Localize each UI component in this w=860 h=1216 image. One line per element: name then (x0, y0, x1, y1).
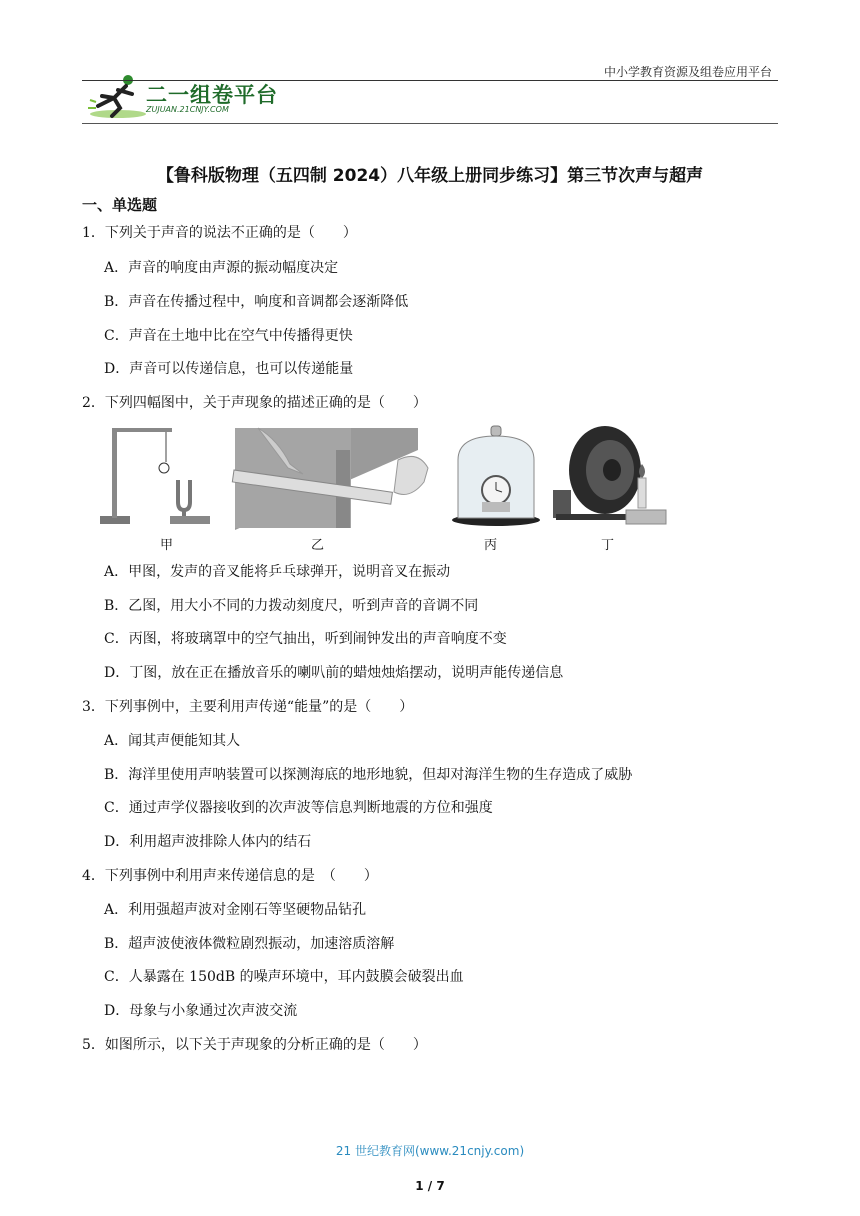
figure-caption-yi: 乙 (311, 538, 325, 553)
logo-name: 二一组卷平台 (146, 83, 278, 107)
question-4-option-c: C．人暴露在 150dB 的噪声环境中，耳内鼓膜会破裂出血 (104, 969, 464, 985)
question-3-stem: 3．下列事例中，主要利用声传递“能量”的是（ ） (82, 699, 414, 715)
bell-jar-clock-illustration (452, 426, 540, 526)
question-3-option-c: C．通过声学仪器接收到的次声波等信息判断地震的方位和强度 (104, 800, 493, 816)
section-heading: 一、单选题 (82, 196, 158, 214)
ruler-on-table-illustration (232, 428, 428, 530)
question-2-option-b: B．乙图，用大小不同的力拨动刻度尺，听到声音的音调不同 (104, 598, 479, 614)
question-4-option-d: D．母象与小象通过次声波交流 (104, 1003, 298, 1019)
header-divider (82, 80, 778, 81)
question-2-option-a: A．甲图，发声的音叉能将乒乓球弹开，说明音叉在振动 (104, 564, 451, 580)
speaker-candle-illustration (553, 426, 666, 524)
question-3-option-b: B．海洋里使用声呐装置可以探测海底的地形地貌，但却对海洋生物的生存造成了威胁 (104, 767, 633, 783)
question-2-figure (98, 420, 678, 552)
tuning-fork-illustration (100, 428, 210, 524)
question-2-option-d: D．丁图，放在正在播放音乐的喇叭前的蜡烛烛焰摆动，说明声能传递信息 (104, 665, 564, 681)
question-1-stem: 1．下列关于声音的说法不正确的是（ ） (82, 225, 357, 241)
question-2-stem: 2．下列四幅图中，关于声现象的描述正确的是（ ） (82, 395, 427, 411)
question-1-option-c: C．声音在土地中比在空气中传播得更快 (104, 328, 353, 344)
question-1-option-a: A．声音的响度由声源的振动幅度决定 (104, 260, 339, 276)
platform-text: 中小学教育资源及组卷应用平台 (603, 65, 772, 79)
header-divider-bottom (82, 123, 778, 124)
question-5-stem: 5．如图所示，以下关于声现象的分析正确的是（ ） (82, 1037, 427, 1053)
question-3-option-a: A．闻其声便能知其人 (104, 733, 241, 749)
figure-caption-ding: 丁 (601, 538, 615, 553)
figure-caption-bing: 丙 (484, 538, 498, 553)
figure-caption-jia: 甲 (160, 538, 174, 553)
footer-link[interactable]: 21 世纪教育网(www.21cnjy.com) (335, 1144, 525, 1158)
question-4-option-a: A．利用强超声波对金刚石等坚硬物品钻孔 (104, 902, 367, 918)
question-3-option-d: D．利用超声波排除人体内的结石 (104, 834, 312, 850)
question-4-stem: 4．下列事例中利用声来传递信息的是 （ ） (82, 868, 378, 884)
question-1-option-b: B．声音在传播过程中，响度和音调都会逐渐降低 (104, 294, 409, 310)
question-2-option-c: C．丙图，将玻璃罩中的空气抽出，听到闹钟发出的声音响度不变 (104, 631, 507, 647)
page-number: 1 / 7 (415, 1179, 445, 1193)
question-1-option-d: D．声音可以传递信息，也可以传递能量 (104, 361, 354, 377)
page-title: 【鲁科版物理（五四制 2024）八年级上册同步练习】第三节次声与超声 (156, 166, 704, 186)
question-4-option-b: B．超声波使液体微粒剧烈振动，加速溶质溶解 (104, 936, 395, 952)
logo-subtitle: ZUJUAN.21CNJY.COM (146, 105, 229, 114)
